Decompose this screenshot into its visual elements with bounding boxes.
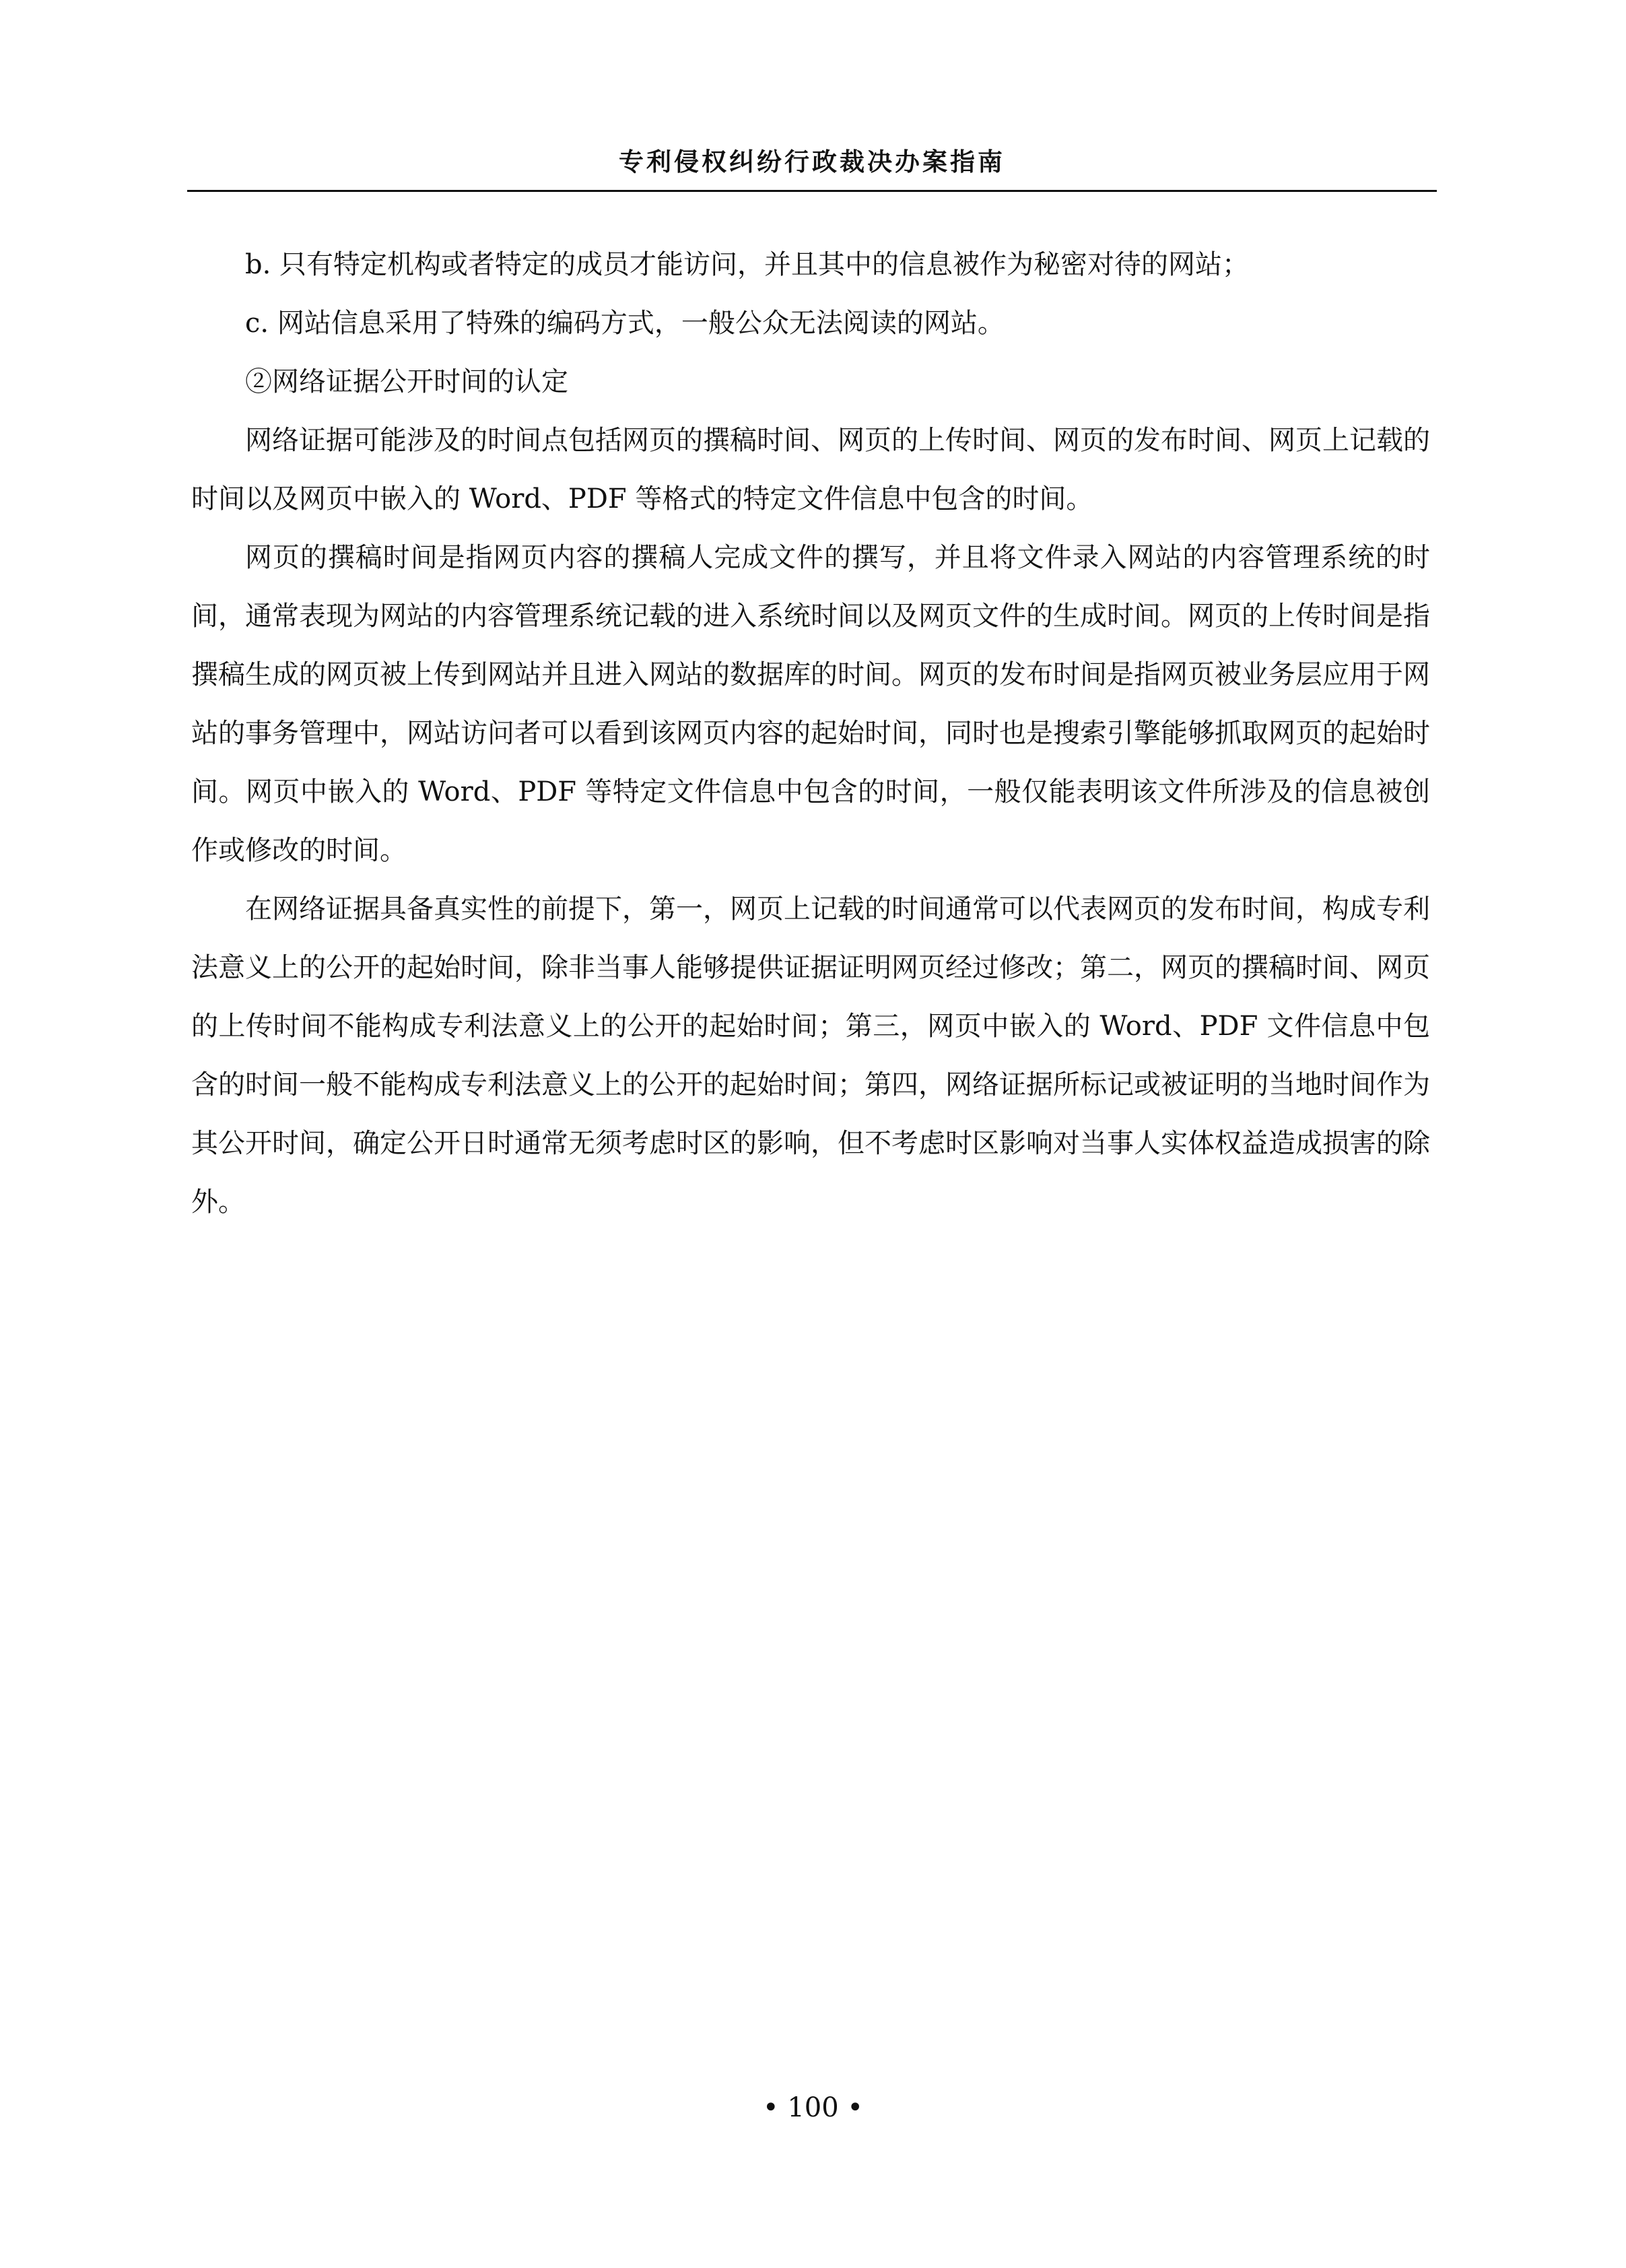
body-text <box>191 236 1430 1232</box>
paragraph: 在网络证据具备真实性的前提下，第一，网页上记载的时间通常可以代表网页的发布时间，构成专利法意义上的公开的起始时间，除非当事人能够提供证据证明网页经过修改；第二，网页的撰稿时间、网页的上传时间不能构成专利法意义上的公开的起始时间；第三，网页中嵌入的 Word、PDF 文件信息中包含的时间一般不能构成专利法意义上的公开的起始时间；第四，网络证据所标记或被证明的当地时间作为其公开时间，确定公开日时通常无须考虑时区的影响，但不考虑时区影响对当事人实体权益造成损害的除外。 <box>191 894 1430 1218</box>
header-rule <box>187 190 1437 192</box>
paragraph: 网络证据可能涉及的时间点包括网页的撰稿时间、网页的上传时间、网页的发布时间、网页上记载的时间以及网页中嵌入的 Word、PDF 等格式的特定文件信息中包含的时间。 <box>191 425 1430 514</box>
section-heading: ②网络证据公开时间的认定 <box>245 366 568 397</box>
paragraph-b: b. 只有特定机构或者特定的成员才能访问，并且其中的信息被作为秘密对待的网站； <box>245 249 1250 280</box>
paragraph-c: c. 网站信息采用了特殊的编码方式，一般公众无法阅读的网站。 <box>245 308 1005 339</box>
paragraph: 网页的撰稿时间是指网页内容的撰稿人完成文件的撰写，并且将文件录入网站的内容管理系统的时间，通常表现为网站的内容管理系统记载的进入系统时间以及网页文件的生成时间。网页的上传时间是指撰稿生成的网页被上传到网站并且进入网站的数据库的时间。网页的发布时间是指网页被业务层应用于网站的事务管理中，网站访问者可以看到该网页内容的起始时间，同时也是搜索引擎能够抓取网页的起始时间。网页中嵌入的 Word、PDF 等特定文件信息中包含的时间，一般仅能表明该文件所涉及的信息被创作或修改的时间。 <box>191 542 1430 866</box>
page-number: • 100 • <box>763 2092 863 2123</box>
running-header: 专利侵权纠纷行政裁决办案指南 <box>619 147 1005 176</box>
